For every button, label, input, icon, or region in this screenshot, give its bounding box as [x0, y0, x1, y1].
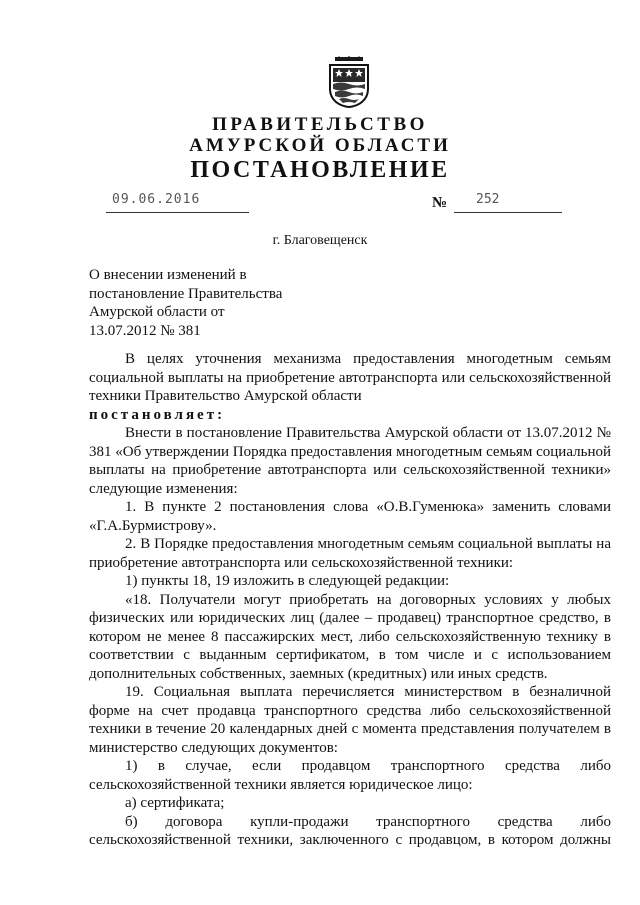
subject-line: постановление Правительства	[89, 285, 283, 302]
document-number: 252	[476, 192, 500, 207]
body-paragraph: Внести в постановление Правительства Амурской области от 13.07.2012 № 381 «Об утверждении Порядка предоставления многодетным семьям социальной выплаты на приобретение автотранспорта или сельскохозяйственной техники» следующие изменения:	[89, 425, 611, 497]
coat-of-arms-icon	[327, 56, 371, 108]
document-subject	[89, 266, 329, 340]
document-type-title: ПОСТАНОВЛЕНИЕ	[190, 157, 450, 183]
body-paragraph: 1) пункты 18, 19 изложить в следующей редакции:	[125, 573, 450, 589]
number-underline	[454, 212, 562, 213]
city-name: г. Благовещенск	[272, 233, 368, 248]
decides-heading	[89, 406, 611, 425]
body-paragraph: 19. Социальная выплата перечисляется министерством в безналичной форме на счет продавца транспортного средства либо сельскохозяйственной техники в течение 20 календарных дней с момента представления получателем в министерство следующих документов:	[89, 684, 611, 756]
subject-line: 13.07.2012 № 381	[89, 322, 201, 339]
decides-word: постановляет:	[89, 406, 226, 423]
body-paragraph: «18. Получатели могут приобретать на договорных условиях у любых физических или юридических лиц (далее – продавец) транспортное средство, в котором не менее 8 пассажирских мест, либо сельскохозяйственную технику в соответствии с выданным сертификатом, в том числе и с использованием дополнительных собственных, заемных (кредитных) или иных средств.	[89, 591, 611, 682]
government-title: ПРАВИТЕЛЬСТВО	[212, 114, 428, 135]
number-sign: №	[432, 195, 448, 211]
region-title: АМУРСКОЙ ОБЛАСТИ	[189, 135, 451, 156]
date-underline	[106, 212, 249, 213]
document-body	[89, 350, 611, 850]
body-paragraph: а) сертификата;	[125, 795, 225, 811]
document-date: 09.06.2016	[112, 192, 201, 207]
subject-line: О внесении изменений в	[89, 267, 247, 283]
subject-line: Амурской области от	[89, 304, 225, 320]
body-paragraph: 2. В Порядке предоставления многодетным семьям социальной выплаты на приобретение автотранспорта или сельскохозяйственной техники:	[89, 536, 611, 571]
body-paragraph: 1) в случае, если продавцом транспортного средства либо сельскохозяйственной техники является юридическое лицо:	[89, 758, 611, 793]
preamble-paragraph: В целях уточнения механизма предоставления многодетным семьям социальной выплаты на приобретение автотранспорта или сельскохозяйственной техники Правительство Амурской области	[89, 351, 611, 404]
body-paragraph: б) договора купли-продажи транспортного средства либо сельскохозяйственной техники, заключенного с продавцом, в котором должны	[89, 813, 611, 848]
body-paragraph: 1. В пункте 2 постановления слова «О.В.Гуменюка» заменить словами «Г.А.Бурмистрову».	[89, 499, 611, 534]
